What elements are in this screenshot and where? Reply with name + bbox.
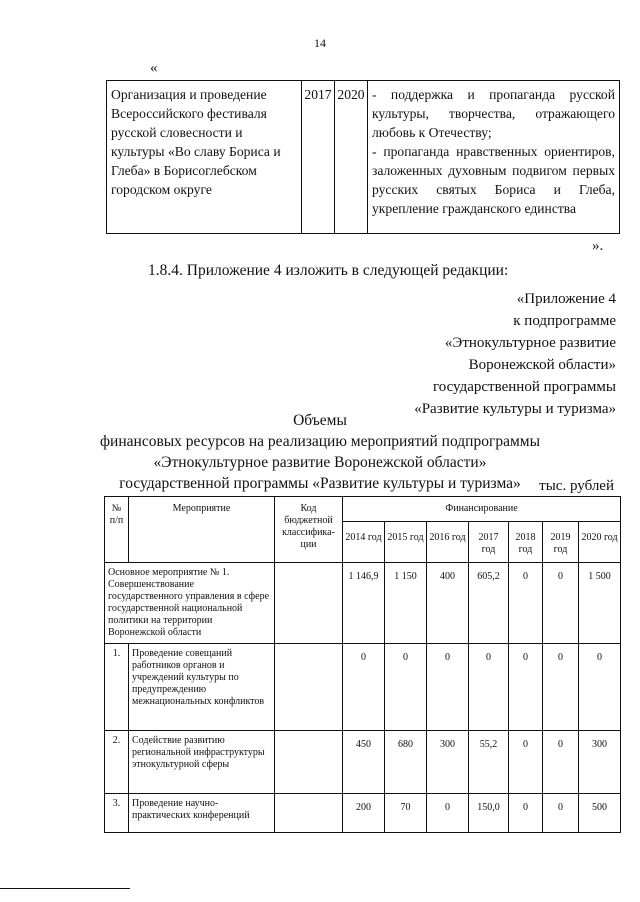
event-goal-1: - поддержка и пропаганда русской культуры, творчества, отражающего любовь к Отечеству; [372,87,615,140]
table-row [105,731,621,794]
units-label: тыс. рублей [539,478,614,494]
appendix-line: Воронежской области» [468,357,616,373]
title-line: финансовых ресурсов на реализацию мероприятий подпрограммы [100,433,540,450]
row-value: 0 [543,731,579,794]
event-goal-2: - пропаганда нравственных ориентиров, заложенных духовным подвигом первых русских святых Бориса и Глеба, укрепление гражданского единства [372,144,615,216]
event-row [107,81,620,234]
event-name: Организация и проведение Всероссийского фестиваля русской словесности и культуры «Во славу Бориса и Глеба» в Борисоглебском городском округе [107,81,302,234]
row-value: 0 [469,644,509,731]
event-description [368,81,620,234]
row-value: 500 [579,794,621,833]
row-measure-name: Содействие развитию региональной инфраструктуры этнокультурной сферы [129,731,275,794]
year-header: 2016 год [427,522,469,563]
row-measure-name: Основное мероприятие № 1. Совершенствование государственного управления в сфере государственной национальной политики на территории Воронежской области [105,563,275,644]
appendix-line: государственной программы [432,379,616,395]
year-header: 2020 год [579,522,621,563]
opening-quote-mark: « [150,60,158,76]
title-line: государственной программы «Развитие культуры и туризма» [119,475,521,492]
year-header: 2019 год [543,522,579,563]
col-header-financing: Финансирование [343,497,621,522]
appendix-line: к подпрограмме [513,313,616,329]
row-value: 150,0 [469,794,509,833]
table-row [105,644,621,731]
header-row [105,497,621,522]
appendix-line: «Приложение 4 [516,291,616,307]
col-header-code: Код бюджетной классифика-ции [275,497,343,563]
table-row [105,794,621,833]
row-measure-name: Проведение научно-практических конференций [129,794,275,833]
row-value: 0 [509,644,543,731]
row-value: 0 [427,794,469,833]
appendix-header [414,288,616,420]
col-header-measure: Мероприятие [129,497,275,563]
row-value: 0 [385,644,427,731]
footnote-rule [0,888,130,889]
row-value: 300 [579,731,621,794]
row-value: 400 [427,563,469,644]
row-number: 2. [105,731,129,794]
year-header: 2014 год [343,522,385,563]
row-value: 0 [543,794,579,833]
row-value: 1 150 [385,563,427,644]
row-value: 605,2 [469,563,509,644]
financing-table [104,496,621,833]
title-line: Объемы [293,412,347,429]
row-value: 0 [509,794,543,833]
appendix-line: «Развитие культуры и туризма» [414,401,616,417]
table-row [105,563,621,644]
row-value: 680 [385,731,427,794]
row-value: 300 [427,731,469,794]
year-header: 2015 год [385,522,427,563]
row-value: 0 [343,644,385,731]
row-value: 450 [343,731,385,794]
row-code [275,731,343,794]
appendix-line: «Этнокультурное развитие [444,335,616,351]
row-value: 0 [509,563,543,644]
event-year-end: 2020 [335,81,368,234]
row-value: 55,2 [469,731,509,794]
row-code [275,563,343,644]
row-number: 1. [105,644,129,731]
year-header: 2018 год [509,522,543,563]
row-value: 200 [343,794,385,833]
col-header-num: № п/п [105,497,129,563]
row-value: 0 [543,563,579,644]
clause-1-8-4: 1.8.4. Приложение 4 изложить в следующей редакции: [148,262,509,279]
row-code [275,794,343,833]
row-value: 1 146,9 [343,563,385,644]
row-value: 0 [509,731,543,794]
row-code [275,644,343,731]
title-line: «Этнокультурное развитие Воронежской области» [153,454,487,471]
page-number: 14 [314,36,326,50]
row-number: 3. [105,794,129,833]
closing-quote-mark: ». [592,238,604,254]
row-value: 0 [579,644,621,731]
row-value: 0 [427,644,469,731]
year-header: 2017 год [469,522,509,563]
row-measure-name: Проведение совещаний работников органов и учреждений культуры по предупреждению межнациональных конфликтов [129,644,275,731]
event-year-start: 2017 [302,81,335,234]
row-value: 1 500 [579,563,621,644]
row-value: 70 [385,794,427,833]
event-table [106,80,620,234]
row-value: 0 [543,644,579,731]
